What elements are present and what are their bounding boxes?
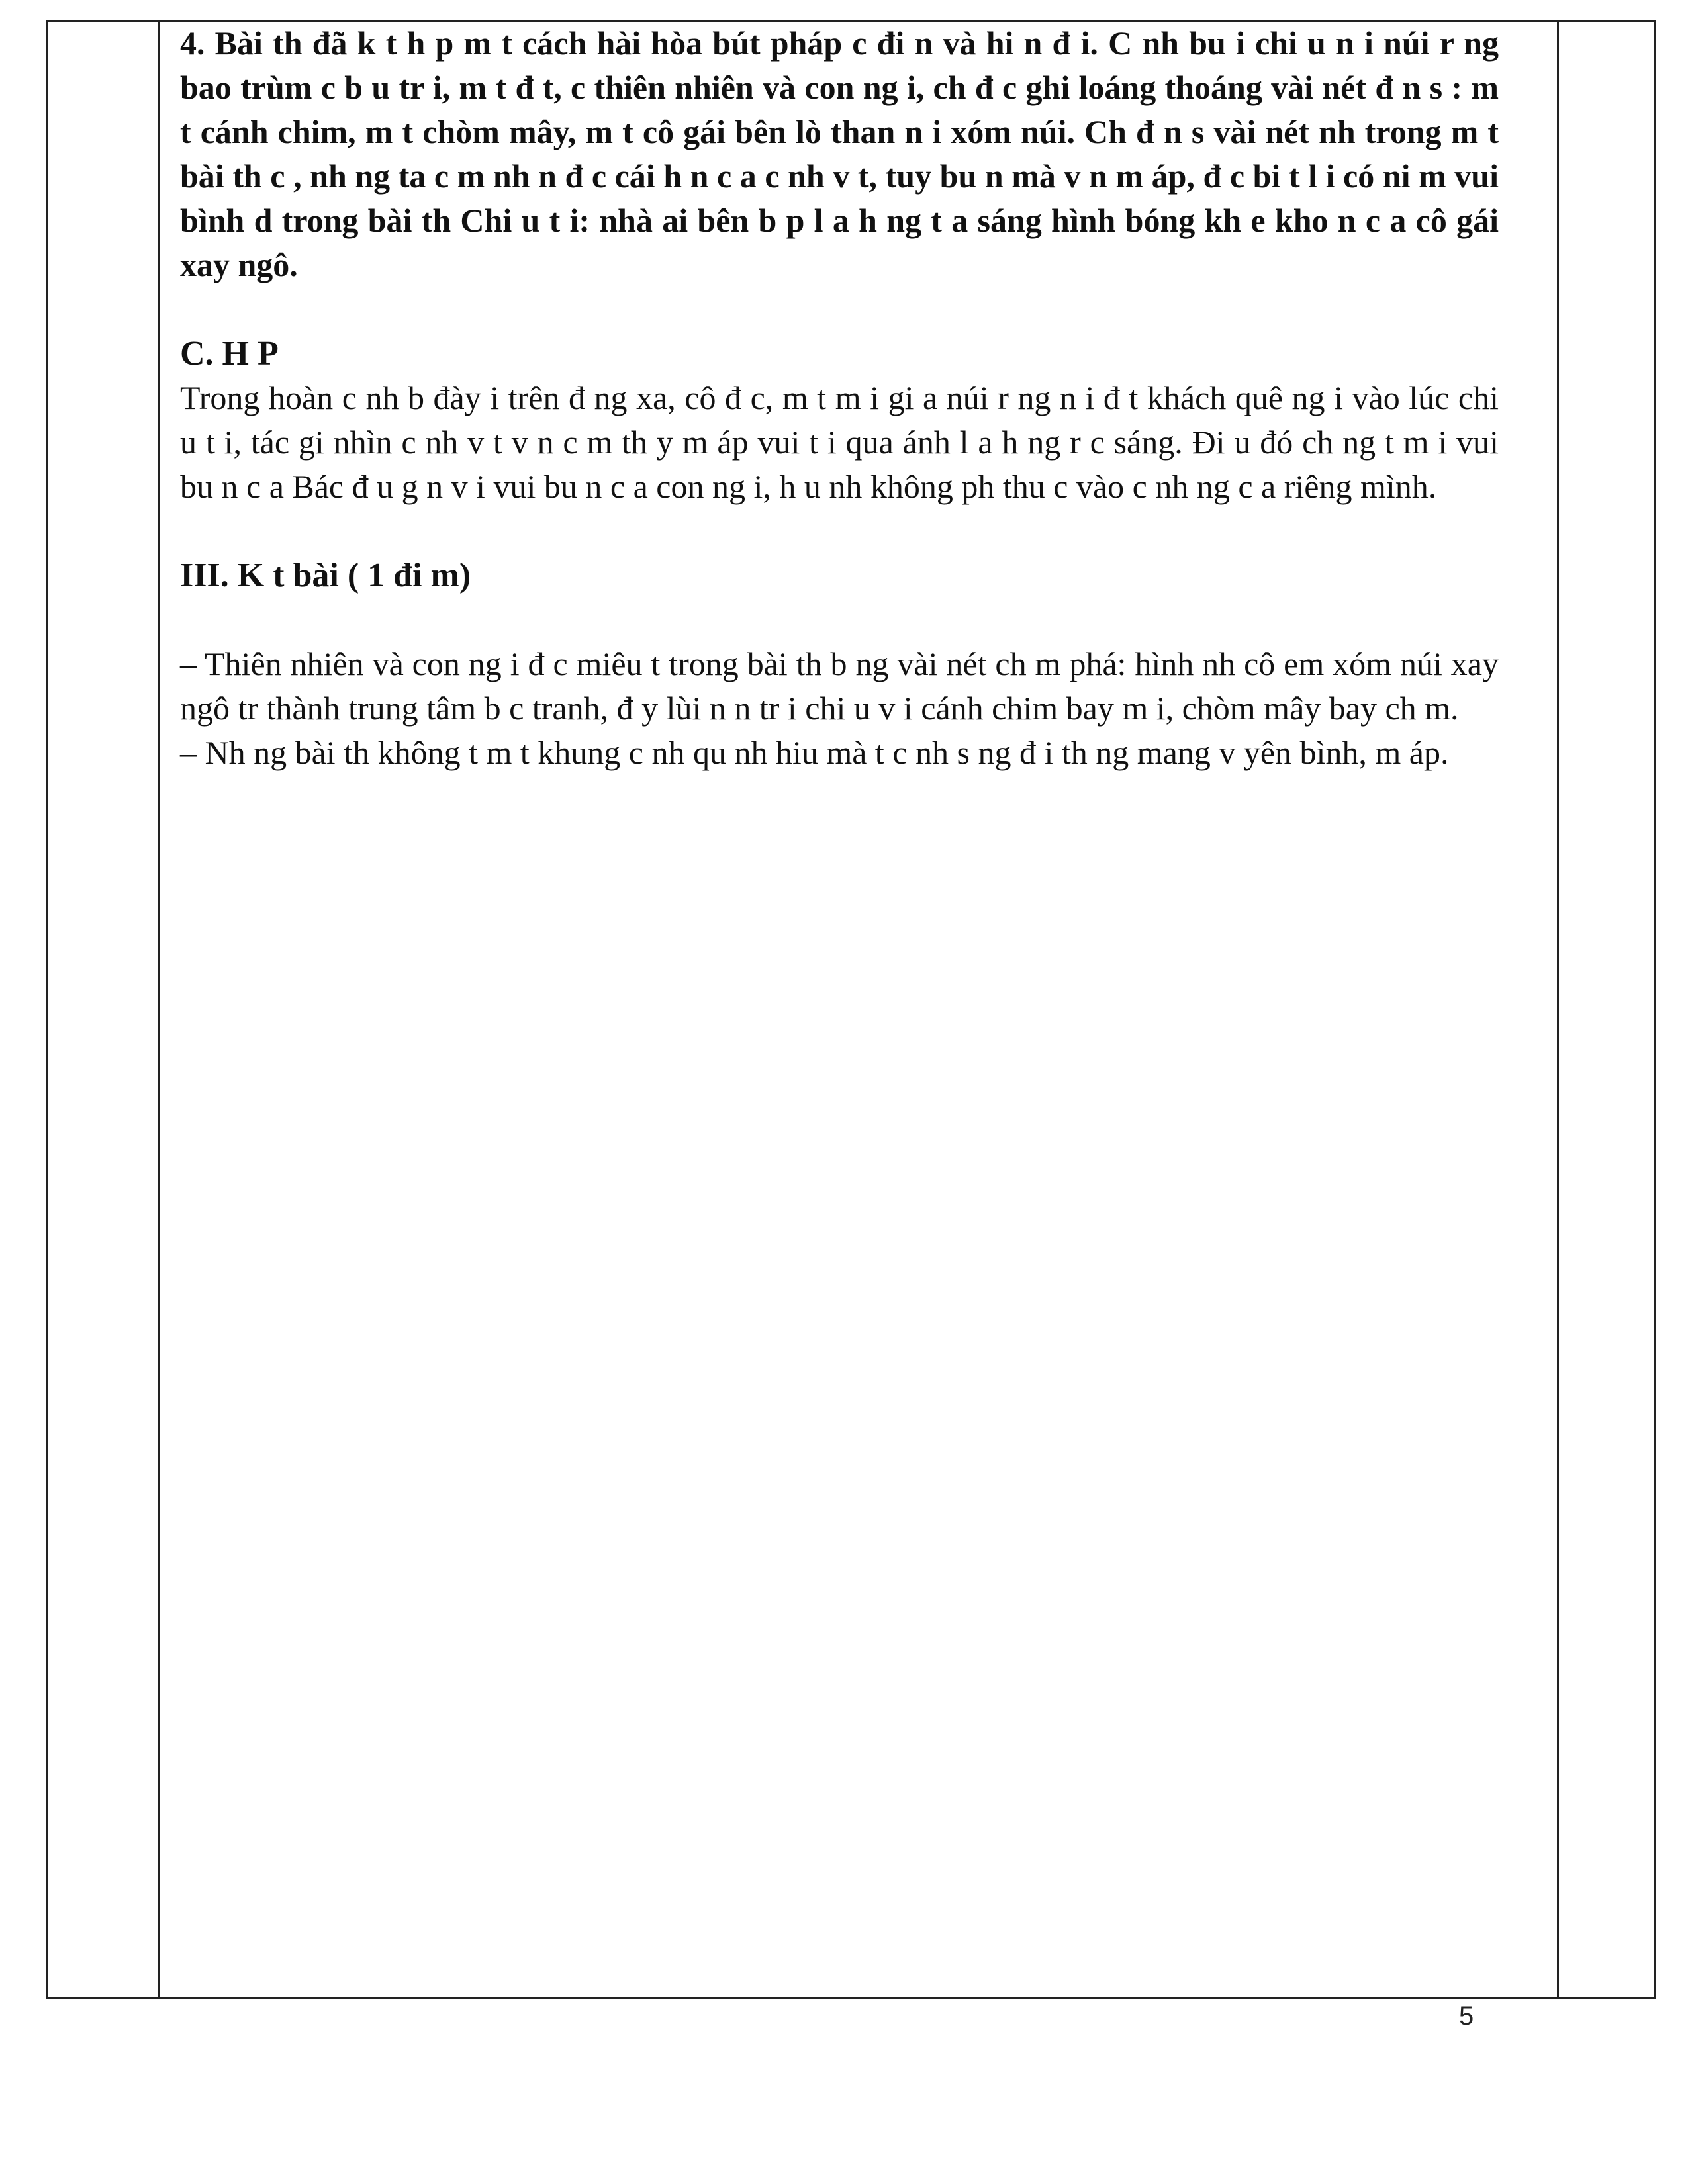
spacer: [180, 598, 1499, 642]
page-number: 5: [1459, 2001, 1474, 2030]
document-content: [180, 21, 1499, 775]
section-c-body: Trong hoàn c nh b đày i trên đ ng xa, cô đ c, m t m i gi a núi r ng n i đ t khách quê ng i vào lúc chi u t i, tác gi nhìn c nh v t v n c m th y m áp vui t i qua ánh l a h ng r c sáng. Đi u đó ch ng t m i vui bu n c a Bác đ u g n v i vui bu n c a con ng i, h u nh không ph thu c vào c nh ng c a riêng mình.: [180, 379, 1499, 505]
table-left-column-divider: [158, 22, 160, 1997]
spacer: [180, 287, 1499, 332]
section-c-heading: C. H P: [180, 335, 279, 373]
conclusion-line-1: – Thiên nhiên và con ng i đ c miêu t trong bài th b ng vài nét ch m phá: hình nh cô em xóm núi xay ngô tr thành trung tâm b c tranh, đ y lùi n n tr i chi u v i cánh chim bay m i, chòm mây bay ch m.: [180, 645, 1499, 727]
conclusion-line-2: – Nh ng bài th không t m t khung c nh qu nh hiu mà t c nh s ng đ i th ng mang v yên bình, m áp.: [180, 734, 1449, 771]
table-right-column-divider: [1557, 22, 1559, 1997]
paragraph-4: 4. Bài th đã k t h p m t cách hài hòa bút pháp c đi n và hi n đ i. C nh bu i chi u n i núi r ng bao trùm c b u tr i, m t đ t, c thiên nhiên và con ng i, ch đ c ghi loáng thoáng vài nét đ n s : m t cánh chim, m t chòm mây, m t cô gái bên lò than n i xóm núi. Ch đ n s vài nét nh trong m t bài th c , nh ng ta c m nh n đ c cái h n c a c nh v t, tuy bu n mà v n m áp, đ c bi t l i có ni m vui bình d trong bài th Chi u t i: nhà ai bên b p l a h ng t a sáng hình bóng kh e kho n c a cô gái xay ngô.: [180, 24, 1499, 283]
section-iii-heading: III. K t bài ( 1 đi m): [180, 557, 471, 594]
spacer: [180, 509, 1499, 553]
